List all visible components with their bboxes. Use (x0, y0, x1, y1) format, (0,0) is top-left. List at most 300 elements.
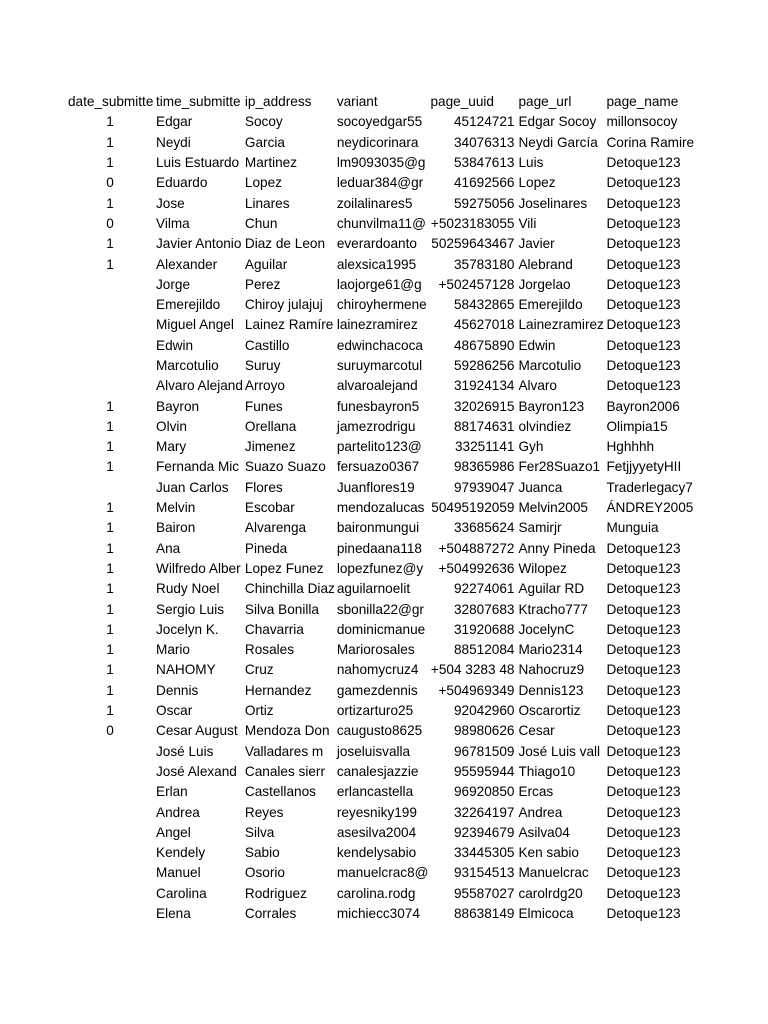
table-cell[interactable]: 98980626 (453, 723, 515, 739)
column-header[interactable]: page_url (518, 94, 572, 110)
table-cell[interactable]: Neydi (156, 134, 191, 150)
table-cell[interactable]: lm9093035@g (336, 155, 426, 171)
table-cell[interactable]: Linares (244, 195, 290, 211)
table-cell[interactable]: 45124721 (453, 114, 515, 130)
table-cell[interactable]: 95595944 (453, 763, 515, 779)
table-cell[interactable]: Osorio (244, 865, 285, 881)
table-cell[interactable]: Neydi García (518, 134, 598, 150)
table-cell[interactable] (66, 336, 154, 356)
table-cell[interactable]: Samirjr (518, 520, 562, 536)
table-cell[interactable]: Javier Antonio (156, 236, 242, 252)
table-row (66, 863, 694, 883)
table-cell[interactable]: Jimenez (244, 439, 296, 455)
table-cell[interactable]: Javier (518, 236, 555, 252)
table-cell[interactable]: Martinez (244, 155, 298, 171)
table-cell[interactable]: FetjjyyetyHII (606, 459, 682, 475)
table-cell[interactable]: Chavarria (244, 621, 304, 637)
table-cell[interactable]: Flores (244, 479, 283, 495)
table-cell[interactable] (66, 884, 154, 904)
table-cell[interactable]: Diaz de Leon (244, 236, 326, 252)
table-cell[interactable]: suruymarcotul (336, 358, 423, 373)
table-cell[interactable] (66, 315, 154, 335)
table-cell[interactable]: Mary (156, 439, 187, 455)
table-cell[interactable]: Gyh (518, 439, 544, 455)
table-cell[interactable]: 96781509 (453, 743, 515, 759)
table-cell[interactable]: Detoque123 (606, 540, 681, 556)
table-cell[interactable]: Olvin (156, 418, 187, 434)
table-cell[interactable]: lopezfunez@y (336, 560, 424, 576)
table-cell[interactable]: Lainez Ramíre (244, 317, 334, 333)
table-cell[interactable]: José Luis vall (518, 743, 601, 759)
table-cell[interactable]: Detoque123 (606, 723, 681, 739)
table-cell[interactable]: Alebrand (518, 256, 573, 272)
table-cell[interactable]: caugusto8625 (336, 723, 423, 739)
table-cell[interactable]: 1 (106, 114, 114, 130)
table-cell[interactable]: chunvilma11@ (336, 215, 426, 231)
table-cell[interactable]: 1 (106, 236, 114, 252)
table-row (66, 681, 694, 701)
column-header[interactable]: page_name (606, 94, 679, 110)
table-cell[interactable]: alvaroalejand (336, 378, 418, 394)
spreadsheet (66, 92, 766, 924)
table-cell[interactable]: 35783180 (453, 256, 515, 272)
table-cell[interactable]: 1 (106, 703, 114, 719)
table-cell[interactable]: Manuelcrac (518, 865, 589, 881)
table-cell[interactable]: 1 (106, 540, 114, 556)
table-cell[interactable]: partelito123@ (336, 439, 422, 455)
table-cell[interactable]: Miguel Angel (156, 317, 234, 333)
table-cell[interactable]: Lopez (518, 175, 556, 191)
table-cell[interactable]: Garcia (244, 134, 285, 150)
table-cell[interactable]: Dennis (156, 682, 199, 698)
table-cell[interactable]: 88638149 (453, 906, 515, 922)
table-cell[interactable]: 92274061 (453, 581, 515, 597)
table-cell[interactable]: Silva Bonilla (244, 601, 319, 617)
table-cell[interactable]: 32807683 (453, 601, 515, 617)
table-cell[interactable]: 92042960 (453, 703, 515, 719)
table-cell[interactable]: +502457128 (438, 276, 515, 292)
table-cell[interactable]: Ken sabio (518, 845, 579, 861)
table-cell[interactable]: Erlan (156, 784, 188, 800)
table-row (66, 884, 694, 904)
table-cell[interactable]: 97939047 (453, 479, 515, 495)
table-cell[interactable]: Manuel (156, 865, 201, 881)
table-cell[interactable]: edwinchacoca (336, 337, 423, 353)
table-cell[interactable]: Edgar (156, 114, 193, 130)
table-cell[interactable]: 50259643467 (431, 236, 515, 252)
table-cell[interactable]: Oscar (156, 703, 193, 719)
table-cell[interactable]: 1 (106, 500, 114, 516)
table-cell[interactable]: Detoque123 (606, 155, 681, 171)
table-cell[interactable]: José Alexand (156, 763, 237, 779)
table-cell[interactable]: Ktracho777 (518, 601, 588, 617)
table-cell[interactable]: Aguilar (244, 256, 288, 272)
table-cell[interactable]: Mendoza Don (244, 723, 330, 739)
table-cell[interactable]: Silva (244, 824, 275, 840)
table-cell[interactable]: Vilma (156, 215, 190, 231)
table-cell[interactable]: Andrea (156, 804, 200, 820)
table-cell[interactable]: Elena (156, 906, 191, 922)
table-cell[interactable]: JocelynC (518, 621, 575, 637)
table-cell[interactable]: 92394679 (453, 824, 515, 840)
table-cell[interactable]: José Luis (156, 743, 214, 759)
table-cell[interactable]: Rudy Noel (156, 581, 220, 597)
table-cell[interactable]: Detoque123 (606, 824, 681, 840)
table-cell[interactable]: gamezdennis (336, 682, 418, 698)
table-cell[interactable]: canalesjazzie (336, 763, 419, 779)
table-cell[interactable]: Thiago10 (518, 763, 576, 779)
table-cell[interactable]: Arroyo (244, 378, 285, 394)
table-cell[interactable]: 0 (106, 723, 114, 739)
table-cell[interactable]: 1 (106, 398, 114, 414)
table-row (66, 701, 694, 721)
table-cell[interactable] (66, 802, 154, 822)
table-cell[interactable]: Emerejildo (156, 297, 221, 313)
table-cell[interactable]: Mario (156, 642, 190, 658)
table-cell[interactable]: Carolina (156, 885, 207, 901)
table-cell[interactable]: Bayron123 (518, 398, 585, 414)
table-cell[interactable]: Detoque123 (606, 845, 681, 861)
table-cell[interactable]: Pineda (244, 540, 288, 556)
table-cell[interactable]: Socoy (244, 114, 283, 130)
table-cell[interactable]: aguilarnoelit (336, 581, 411, 597)
table-cell[interactable]: jamezrodrigu (336, 418, 416, 434)
table-cell[interactable]: Edwin (156, 337, 194, 353)
table-cell[interactable]: Melvin2005 (518, 500, 588, 516)
table-cell[interactable]: 1 (106, 134, 114, 150)
table-cell[interactable]: Chun (244, 215, 278, 231)
table-cell[interactable]: Detoque123 (606, 581, 681, 597)
table-cell[interactable]: Hghhhh (606, 439, 655, 455)
table-cell[interactable]: Edgar Socoy (518, 114, 597, 130)
table-cell[interactable] (66, 742, 154, 762)
table-cell[interactable]: reyesniky199 (336, 804, 417, 820)
table-cell[interactable]: Jose (156, 195, 185, 211)
table-cell[interactable]: +504 3283 48 (430, 662, 515, 678)
column-header[interactable]: time_submitte (156, 94, 241, 110)
table-cell[interactable]: Hernandez (244, 682, 312, 698)
table-cell[interactable]: Alvaro (518, 378, 557, 394)
table-cell[interactable]: NAHOMY (156, 662, 216, 678)
table-cell[interactable] (66, 295, 154, 315)
table-cell[interactable]: Ercas (518, 784, 554, 800)
table-row (66, 376, 694, 396)
table-cell[interactable]: Detoque123 (606, 743, 681, 759)
table-cell[interactable] (66, 823, 154, 843)
table-cell[interactable]: 32026915 (453, 398, 515, 414)
table-cell[interactable]: Detoque123 (606, 297, 681, 313)
table-cell[interactable]: Detoque123 (606, 195, 681, 211)
table-cell[interactable]: Lopez Funez (244, 560, 324, 576)
table-cell[interactable]: 1 (106, 642, 114, 658)
table-cell[interactable] (66, 843, 154, 863)
table-cell[interactable]: Juanca (518, 479, 563, 495)
table-cell[interactable]: 96920850 (453, 784, 515, 800)
column-header[interactable]: page_uuid (430, 94, 494, 110)
table-cell[interactable] (66, 904, 154, 924)
table-cell[interactable]: Detoque123 (606, 682, 681, 698)
table-cell[interactable]: Cruz (244, 662, 274, 678)
table-cell[interactable]: 1 (106, 682, 114, 698)
table-cell[interactable]: 93154513 (453, 865, 515, 881)
table-cell[interactable]: baironmungui (336, 520, 420, 536)
table-cell[interactable]: Funes (244, 398, 283, 414)
table-cell[interactable]: Detoque123 (606, 885, 681, 901)
table-cell[interactable]: Edwin (518, 337, 556, 353)
table-cell[interactable]: Corina Ramire (606, 134, 695, 150)
table-cell[interactable]: carolrdg20 (518, 885, 583, 901)
table-cell[interactable]: manuelcrac8@ (336, 865, 429, 881)
table-cell[interactable]: 53847613 (453, 155, 515, 171)
table-cell[interactable]: Detoque123 (606, 906, 681, 922)
table-cell[interactable]: Detoque123 (606, 236, 681, 252)
table-cell[interactable]: Canales sierr (244, 763, 325, 779)
table-cell[interactable]: Luis Estuardo (156, 155, 240, 171)
table-cell[interactable]: 33251141 (454, 439, 515, 455)
table-cell[interactable]: 31924134 (453, 378, 515, 394)
table-cell[interactable]: Detoque123 (606, 337, 681, 353)
table-cell[interactable]: mendozalucas (336, 500, 425, 516)
table-cell[interactable] (66, 376, 154, 396)
table-cell[interactable]: ÁNDREY2005 (606, 500, 694, 516)
table-cell[interactable]: Castillo (244, 337, 290, 353)
table-row (66, 721, 694, 741)
table-cell[interactable]: Juanflores19 (336, 479, 415, 495)
table-cell[interactable]: 1 (106, 459, 114, 475)
table-cell[interactable]: Marcotulio (156, 358, 219, 373)
table-cell[interactable]: Detoque123 (606, 378, 681, 394)
table-cell[interactable] (66, 863, 154, 883)
table-cell[interactable]: Marcotulio (518, 358, 582, 373)
table-cell[interactable]: Melvin (156, 500, 196, 516)
table-cell[interactable]: Detoque123 (606, 601, 681, 617)
table-cell[interactable]: Chinchilla Diaz (244, 581, 335, 597)
table-row (66, 559, 694, 579)
table-cell[interactable]: Asilva04 (518, 824, 570, 840)
table-cell[interactable]: Suazo Suazo (244, 459, 326, 475)
table-cell[interactable]: Aguilar RD (518, 581, 585, 597)
table-cell[interactable]: 31920688 (453, 621, 515, 637)
column-header[interactable]: variant (336, 94, 378, 110)
table-cell[interactable]: Detoque123 (606, 175, 681, 191)
table-cell[interactable]: Elmicoca (518, 906, 574, 922)
table-cell[interactable]: 48675890 (453, 337, 515, 353)
table-cell[interactable]: zoilalinares5 (336, 195, 413, 211)
table-cell[interactable]: Cesar (518, 723, 555, 739)
table-cell[interactable]: Detoque123 (606, 662, 681, 678)
table-cell[interactable]: 1 (106, 621, 114, 637)
table-cell[interactable]: 0 (106, 215, 114, 231)
table-cell[interactable]: sbonilla22@gr (336, 601, 424, 617)
table-row (66, 336, 694, 356)
table-cell[interactable]: ortizarturo25 (336, 703, 414, 719)
table-cell[interactable]: Detoque123 (606, 215, 681, 231)
table-cell[interactable]: Detoque123 (606, 763, 681, 779)
table-cell[interactable]: Detoque123 (606, 784, 681, 800)
table-cell[interactable]: Dennis123 (518, 682, 584, 698)
table-cell[interactable]: alexsica1995 (336, 256, 417, 272)
table-cell[interactable]: Jorge (156, 276, 191, 292)
table-cell[interactable]: neydicorinara (336, 134, 419, 150)
table-cell[interactable]: 88512084 (453, 642, 515, 658)
table-cell[interactable]: Jorgelao (518, 276, 571, 292)
table-cell[interactable]: Wilfredo Alber (156, 560, 241, 576)
table-cell[interactable]: 1 (106, 560, 114, 576)
table-cell[interactable] (66, 356, 154, 376)
table-cell[interactable]: chiroyhermene (336, 297, 427, 313)
table-cell[interactable]: Mariorosales (336, 642, 415, 658)
table-cell[interactable]: Juan Carlos (156, 479, 229, 495)
table-cell[interactable]: Rodriguez (244, 885, 307, 901)
table-cell[interactable]: Bairon (156, 520, 196, 536)
table-cell[interactable]: Detoque123 (606, 642, 681, 658)
table-cell[interactable]: lainezramirez (336, 317, 418, 333)
table-cell[interactable]: Suruy (244, 358, 281, 373)
table-cell[interactable]: nahomycruz4 (336, 662, 419, 678)
table-cell[interactable]: 1 (106, 439, 114, 455)
table-cell[interactable]: Castellanos (244, 784, 316, 800)
table-cell[interactable]: Munguia (606, 520, 659, 536)
table-cell[interactable]: olvindiez (518, 418, 572, 434)
table-cell[interactable]: 1 (106, 601, 114, 617)
table-row (66, 417, 694, 437)
table-cell[interactable]: 1 (106, 662, 114, 678)
table-cell[interactable]: +504887272 (438, 540, 515, 556)
table-cell[interactable]: Sergio Luis (156, 601, 225, 617)
table-cell[interactable]: funesbayron5 (336, 398, 420, 414)
table-row (66, 762, 694, 782)
table-cell[interactable] (66, 275, 154, 295)
table-cell[interactable]: Ana (156, 540, 181, 556)
table-cell[interactable] (66, 478, 154, 498)
table-cell[interactable]: 98365986 (453, 459, 515, 475)
table-cell[interactable]: Emerejildo (518, 297, 583, 313)
table-cell[interactable]: joseluisvalla (336, 743, 411, 759)
table-cell[interactable]: 1 (106, 155, 114, 171)
table-cell[interactable]: Jocelyn K. (156, 621, 219, 637)
table-cell[interactable]: Eduardo (156, 175, 208, 191)
table-row (66, 153, 694, 173)
table-cell[interactable]: 0 (106, 175, 114, 191)
table-cell[interactable]: Chiroy julajuj (244, 297, 323, 313)
table-cell[interactable]: michiecc3074 (336, 906, 420, 922)
table-cell[interactable]: Anny Pineda (518, 540, 596, 556)
table-cell[interactable]: Detoque123 (606, 804, 681, 820)
table-cell[interactable]: 1 (106, 520, 114, 536)
table-cell[interactable]: Detoque123 (606, 703, 681, 719)
table-cell[interactable]: Corrales (244, 906, 297, 922)
table-cell[interactable]: 45627018 (453, 317, 515, 333)
table-cell[interactable]: Olimpia15 (606, 418, 668, 434)
table-cell[interactable]: dominicmanue (336, 621, 426, 637)
table-cell[interactable]: fersuazo0367 (336, 459, 420, 475)
table-cell[interactable]: Oscarortiz (518, 703, 581, 719)
table-cell[interactable]: Sabio (244, 845, 280, 861)
table-cell[interactable]: pinedaana118 (336, 540, 422, 556)
table-cell[interactable]: Ortiz (244, 703, 274, 719)
table-cell[interactable]: carolina.rodg (336, 885, 416, 901)
table-cell[interactable]: Detoque123 (606, 865, 681, 881)
table-cell[interactable]: Andrea (518, 804, 563, 820)
table-cell[interactable]: Alvarenga (244, 520, 307, 536)
table-cell[interactable]: Detoque123 (606, 276, 681, 292)
table-cell[interactable]: Joselinares (518, 195, 588, 211)
table-cell[interactable]: Vili (518, 215, 537, 231)
table-cell[interactable]: leduar384@gr (336, 175, 424, 191)
table-cell[interactable]: Perez (244, 276, 281, 292)
column-header[interactable]: date_submitte (68, 94, 154, 110)
table-cell[interactable]: Bayron2006 (606, 398, 680, 414)
table-row (66, 457, 694, 477)
table-cell[interactable]: Mario2314 (518, 642, 583, 658)
table-cell[interactable]: 1 (106, 195, 114, 211)
table-cell[interactable]: laojorge61@g (336, 276, 422, 292)
table-cell[interactable]: Detoque123 (606, 256, 681, 272)
table-cell[interactable]: Orellana (244, 418, 297, 434)
table-cell[interactable]: socoyedgar55 (336, 114, 423, 130)
table-cell[interactable]: 34076313 (453, 134, 515, 150)
table-cell[interactable]: Cesar August (156, 723, 238, 739)
table-cell[interactable]: +504969349 (438, 682, 515, 698)
table-cell[interactable]: Angel (156, 824, 191, 840)
table-cell[interactable]: Alvaro Alejand (156, 378, 243, 394)
table-cell[interactable]: Rosales (244, 642, 295, 658)
table-cell[interactable] (66, 782, 154, 802)
table-cell[interactable]: Kendely (156, 845, 206, 861)
table-cell[interactable]: 58432865 (453, 297, 515, 313)
table-cell[interactable]: Bayron (156, 398, 200, 414)
table-cell[interactable]: everardoanto (336, 236, 417, 252)
table-cell[interactable]: millonsocoy (606, 114, 678, 130)
table-cell[interactable]: Traderlegacy7 (606, 479, 693, 495)
table-cell[interactable]: Escobar (244, 500, 295, 516)
table-cell[interactable]: Detoque123 (606, 358, 681, 373)
table-cell[interactable]: Lainezramirez (518, 317, 604, 333)
table-cell[interactable]: 33445305 (453, 845, 515, 861)
table-cell[interactable]: 59286256 (453, 358, 515, 373)
table-cell[interactable]: 50495192059 (431, 500, 515, 516)
table-cell[interactable]: +504992636 (438, 560, 515, 576)
table-cell[interactable]: Alexander (156, 256, 218, 272)
table-cell[interactable]: Detoque123 (606, 621, 681, 637)
table-cell[interactable]: 1 (106, 256, 114, 272)
column-header[interactable]: ip_address (244, 94, 312, 110)
table-cell[interactable]: 32264197 (453, 804, 515, 820)
table-cell[interactable]: 88174631 (453, 418, 515, 434)
table-cell[interactable]: Detoque123 (606, 317, 681, 333)
table-cell[interactable]: 1 (106, 581, 114, 597)
table-cell[interactable]: 41692566 (453, 175, 515, 191)
table-cell[interactable]: +5023183055 (430, 215, 515, 231)
table-cell[interactable]: 95587027 (453, 885, 515, 901)
table-cell[interactable]: erlancastella (336, 784, 414, 800)
table-cell[interactable]: Fernanda Mic (156, 459, 240, 475)
table-cell[interactable] (66, 762, 154, 782)
table-cell[interactable]: Lopez (244, 175, 282, 191)
table-cell[interactable]: 59275056 (453, 195, 515, 211)
table-cell[interactable]: Luis (518, 155, 544, 171)
table-cell[interactable]: 1 (106, 418, 114, 434)
table-cell[interactable]: Valladares m (244, 743, 324, 759)
table-cell[interactable]: Fer28Suazo1 (518, 459, 601, 475)
table-cell[interactable]: kendelysabio (336, 845, 417, 861)
table-cell[interactable]: asesilva2004 (336, 824, 417, 840)
table-cell[interactable]: Detoque123 (606, 560, 681, 576)
table-cell[interactable]: Nahocruz9 (518, 662, 585, 678)
table-cell[interactable]: Reyes (244, 804, 284, 820)
table-cell[interactable]: 33685624 (453, 520, 515, 536)
table-cell[interactable]: Wilopez (518, 560, 567, 576)
